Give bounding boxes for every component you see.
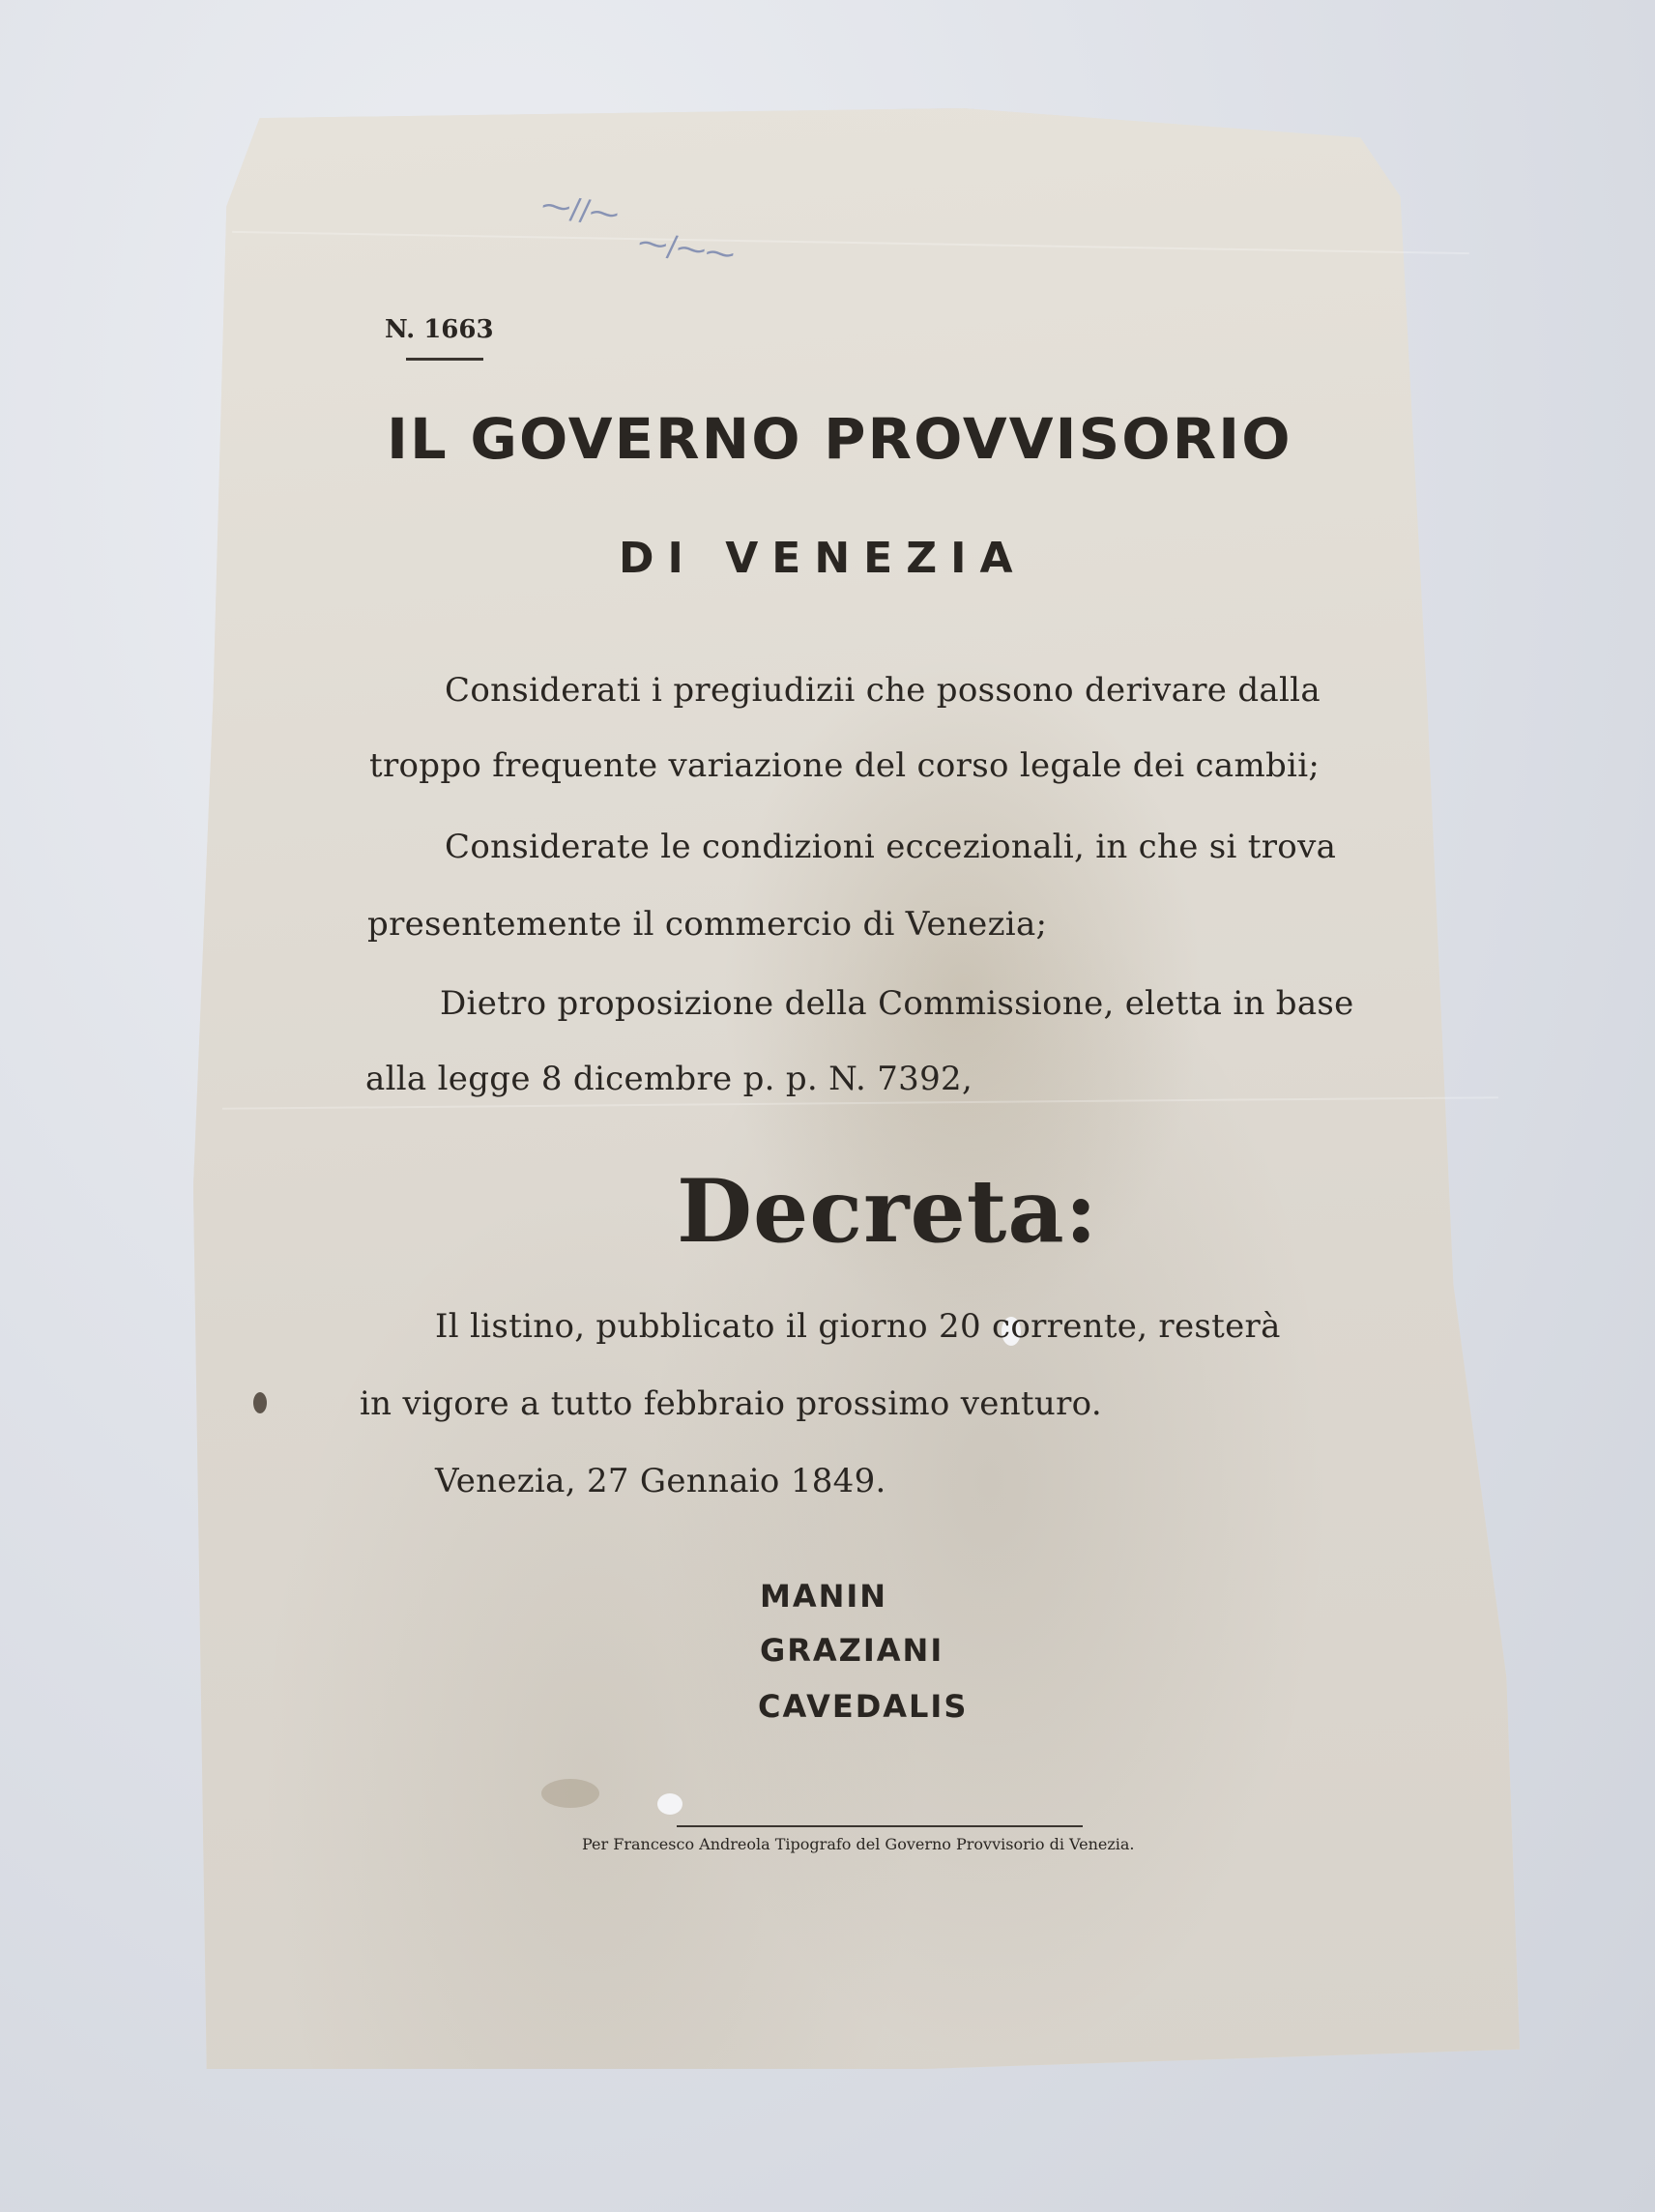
paper-hole bbox=[657, 1793, 682, 1815]
decree-heading: Decreta: bbox=[677, 1160, 1098, 1263]
decree-line: Il listino, pubblicato il giorno 20 corrente, resterà bbox=[435, 1307, 1281, 1346]
signatory: MANIN bbox=[760, 1578, 888, 1615]
preamble-line: Dietro proposizione della Commissione, eletta in base bbox=[440, 984, 1354, 1023]
reference-underline bbox=[406, 358, 483, 361]
preamble-line: troppo frequente variazione del corso legale dei cambii; bbox=[369, 746, 1321, 785]
signatory: CAVEDALIS bbox=[758, 1688, 969, 1725]
preamble-line: presentemente il commercio di Venezia; bbox=[367, 905, 1048, 944]
water-stain bbox=[253, 1392, 267, 1413]
place-date: Venezia, 27 Gennaio 1849. bbox=[435, 1462, 886, 1500]
printer-imprint: Per Francesco Andreola Tipografo del Governo Provvisorio di Venezia. bbox=[582, 1835, 1135, 1853]
document-subtitle: DI VENEZIA bbox=[619, 534, 1027, 583]
preamble-line: Considerate le condizioni eccezionali, in che si trova bbox=[445, 828, 1337, 866]
decree-line: in vigore a tutto febbraio prossimo venturo. bbox=[360, 1384, 1102, 1423]
pencil-inventory-mark: ⁓∕⁓⁓ bbox=[636, 225, 738, 273]
reference-number: N. 1663 bbox=[385, 315, 494, 344]
preamble-line: alla legge 8 dicembre p. p. N. 7392, bbox=[365, 1060, 973, 1098]
preamble-line: Considerati i pregiudizii che possono derivare dalla bbox=[445, 671, 1321, 710]
imprint-rule bbox=[677, 1825, 1083, 1827]
water-stain bbox=[541, 1779, 599, 1808]
signatory: GRAZIANI bbox=[760, 1632, 944, 1669]
pencil-inventory-mark: ⁓∕∕⁓ bbox=[538, 188, 622, 233]
document-title: IL GOVERNO PROVVISORIO bbox=[387, 406, 1292, 472]
